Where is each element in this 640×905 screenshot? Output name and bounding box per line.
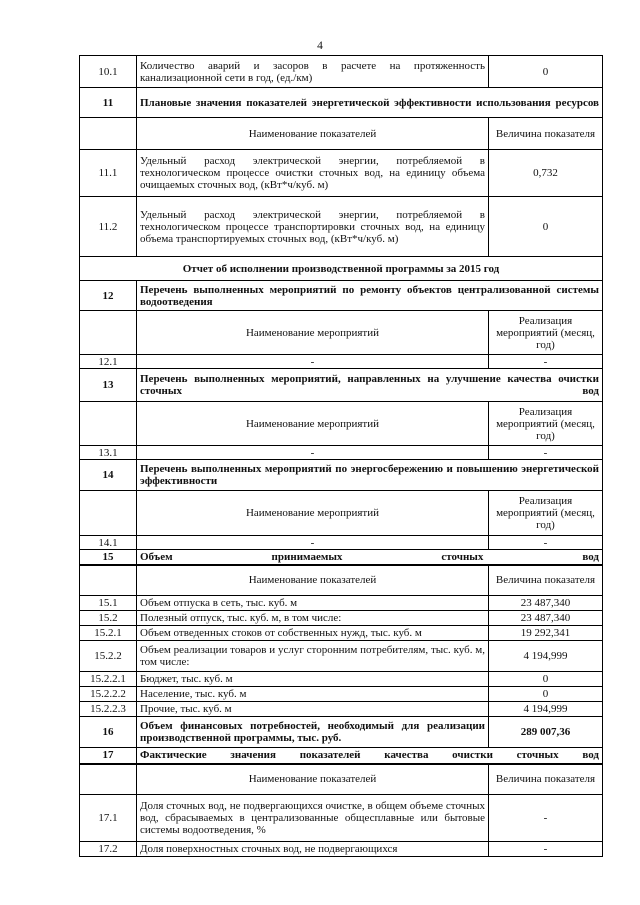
column-header-value: Реализация мероприятий (месяц, год) <box>489 491 603 536</box>
row-value: 289 007,36 <box>489 717 603 748</box>
row-value: 4 194,999 <box>489 702 603 717</box>
row-text: Объем реализации товаров и услуг сторонним потребителям, тыс. куб. м, том числе: <box>137 641 489 672</box>
table-row <box>80 257 603 281</box>
section-number: 12 <box>80 281 137 311</box>
row-number: 15.2 <box>80 611 137 626</box>
section-number: 13 <box>80 369 137 402</box>
table-row <box>80 687 603 702</box>
row-text: Количество аварий и засоров в расчете на протяженность канализационной сети в год, (ед./км) <box>137 56 489 88</box>
table-row <box>80 764 603 795</box>
row-number: 16 <box>80 717 137 748</box>
column-header-name: Наименование мероприятий <box>137 491 489 536</box>
row-value: 0 <box>489 197 603 257</box>
row-number: 15.2.2.3 <box>80 702 137 717</box>
row-text: Объем финансовых потребностей, необходимый для реализации производственной программы, тыс. руб. <box>137 717 489 748</box>
column-header-value: Величина показателя <box>489 764 603 795</box>
row-value: - <box>489 842 603 857</box>
row-number: 15.2.2 <box>80 641 137 672</box>
row-value: 0,732 <box>489 150 603 197</box>
section-title: Фактические значения показателей качества очистки сточных вод <box>137 748 603 764</box>
column-header-value: Реализация мероприятий (месяц, год) <box>489 402 603 446</box>
empty-cell <box>80 764 137 795</box>
row-value: 0 <box>489 56 603 88</box>
row-text: Объем отведенных стоков от собственных нужд, тыс. куб. м <box>137 626 489 641</box>
row-number: 12.1 <box>80 355 137 369</box>
table-row <box>80 550 603 565</box>
column-header-name: Наименование мероприятий <box>137 311 489 355</box>
row-value: 0 <box>489 672 603 687</box>
row-number: 15.2.2.2 <box>80 687 137 702</box>
table-row <box>80 446 603 460</box>
table-row <box>80 491 603 536</box>
empty-cell <box>80 311 137 355</box>
column-header-name: Наименование показателей <box>137 118 489 150</box>
section-number: 17 <box>80 748 137 764</box>
table-row <box>80 536 603 550</box>
table-row <box>80 402 603 446</box>
table-row <box>80 626 603 641</box>
row-text: Доля сточных вод, не подвергающихся очистке, в общем объеме сточных вод, сбрасываемых в централизованные общесплавные или бытовые системы водоотведения, % <box>137 795 489 842</box>
table-row <box>80 118 603 150</box>
row-number: 11.1 <box>80 150 137 197</box>
row-number: 15.2.1 <box>80 626 137 641</box>
section-title: Перечень выполненных мероприятий, направленных на улучшение качества очистки сточных вод <box>137 369 603 402</box>
empty-cell <box>80 402 137 446</box>
report-title: Отчет об исполнении производственной программы за 2015 год <box>80 257 603 281</box>
row-value: - <box>489 355 603 369</box>
row-value: - <box>489 536 603 550</box>
table-row <box>80 717 603 748</box>
column-header-name: Наименование мероприятий <box>137 402 489 446</box>
row-number: 15.1 <box>80 596 137 611</box>
row-number: 15.2.2.1 <box>80 672 137 687</box>
table-row <box>80 641 603 672</box>
table-row <box>80 369 603 402</box>
table-row <box>80 88 603 118</box>
report-table-body <box>80 56 603 857</box>
row-value: - <box>489 446 603 460</box>
table-row <box>80 56 603 88</box>
column-header-value: Реализация мероприятий (месяц, год) <box>489 311 603 355</box>
row-text: Доля поверхностных сточных вод, не подвергающихся <box>137 842 489 857</box>
table-row <box>80 355 603 369</box>
column-header-name: Наименование показателей <box>137 565 489 596</box>
table-row <box>80 311 603 355</box>
row-text: - <box>137 446 489 460</box>
table-row <box>80 842 603 857</box>
table-row <box>80 611 603 626</box>
section-title: Перечень выполненных мероприятий по энергосбережению и повышению энергетической эффективности <box>137 460 603 491</box>
row-number: 14.1 <box>80 536 137 550</box>
row-number: 10.1 <box>80 56 137 88</box>
row-text: Полезный отпуск, тыс. куб. м, в том числе: <box>137 611 489 626</box>
row-text: Бюджет, тыс. куб. м <box>137 672 489 687</box>
row-text: Прочие, тыс. куб. м <box>137 702 489 717</box>
row-value: - <box>489 795 603 842</box>
row-text: Население, тыс. куб. м <box>137 687 489 702</box>
row-value: 0 <box>489 687 603 702</box>
row-text: Удельный расход электрической энергии, потребляемой в технологическом процессе очистки сточных вод, на единицу объема очищаемых сточных вод, (кВт*ч/куб. м) <box>137 150 489 197</box>
table-row <box>80 748 603 764</box>
section-number: 15 <box>80 550 137 565</box>
section-title: Объем принимаемых сточных вод <box>137 550 603 565</box>
column-header-value: Величина показателя <box>489 118 603 150</box>
empty-cell <box>80 491 137 536</box>
section-number: 11 <box>80 88 137 118</box>
table-row <box>80 565 603 596</box>
row-value: 23 487,340 <box>489 596 603 611</box>
section-title: Перечень выполненных мероприятий по ремонту объектов централизованной системы водоотведения <box>137 281 603 311</box>
row-number: 11.2 <box>80 197 137 257</box>
row-number: 17.2 <box>80 842 137 857</box>
row-text: Удельный расход электрической энергии, потребляемой в технологическом процессе транспортировки сточных вод, на единицу объема транспортируемых сточных вод, (кВт*ч/куб. м) <box>137 197 489 257</box>
section-number: 14 <box>80 460 137 491</box>
table-row <box>80 150 603 197</box>
page-number: 4 <box>317 40 323 52</box>
table-row <box>80 672 603 687</box>
section-title: Плановые значения показателей энергетической эффективности использования ресурсов <box>137 88 603 118</box>
row-number: 13.1 <box>80 446 137 460</box>
empty-cell <box>80 118 137 150</box>
table-row <box>80 281 603 311</box>
table-row <box>80 702 603 717</box>
table-row <box>80 795 603 842</box>
table-row <box>80 596 603 611</box>
row-value: 4 194,999 <box>489 641 603 672</box>
row-value: 19 292,341 <box>489 626 603 641</box>
column-header-name: Наименование показателей <box>137 764 489 795</box>
table-row <box>80 460 603 491</box>
empty-cell <box>80 565 137 596</box>
row-value: 23 487,340 <box>489 611 603 626</box>
row-text: - <box>137 536 489 550</box>
row-text: Объем отпуска в сеть, тыс. куб. м <box>137 596 489 611</box>
row-text: - <box>137 355 489 369</box>
report-table <box>79 55 603 857</box>
column-header-value: Величина показателя <box>489 565 603 596</box>
row-number: 17.1 <box>80 795 137 842</box>
table-row <box>80 197 603 257</box>
